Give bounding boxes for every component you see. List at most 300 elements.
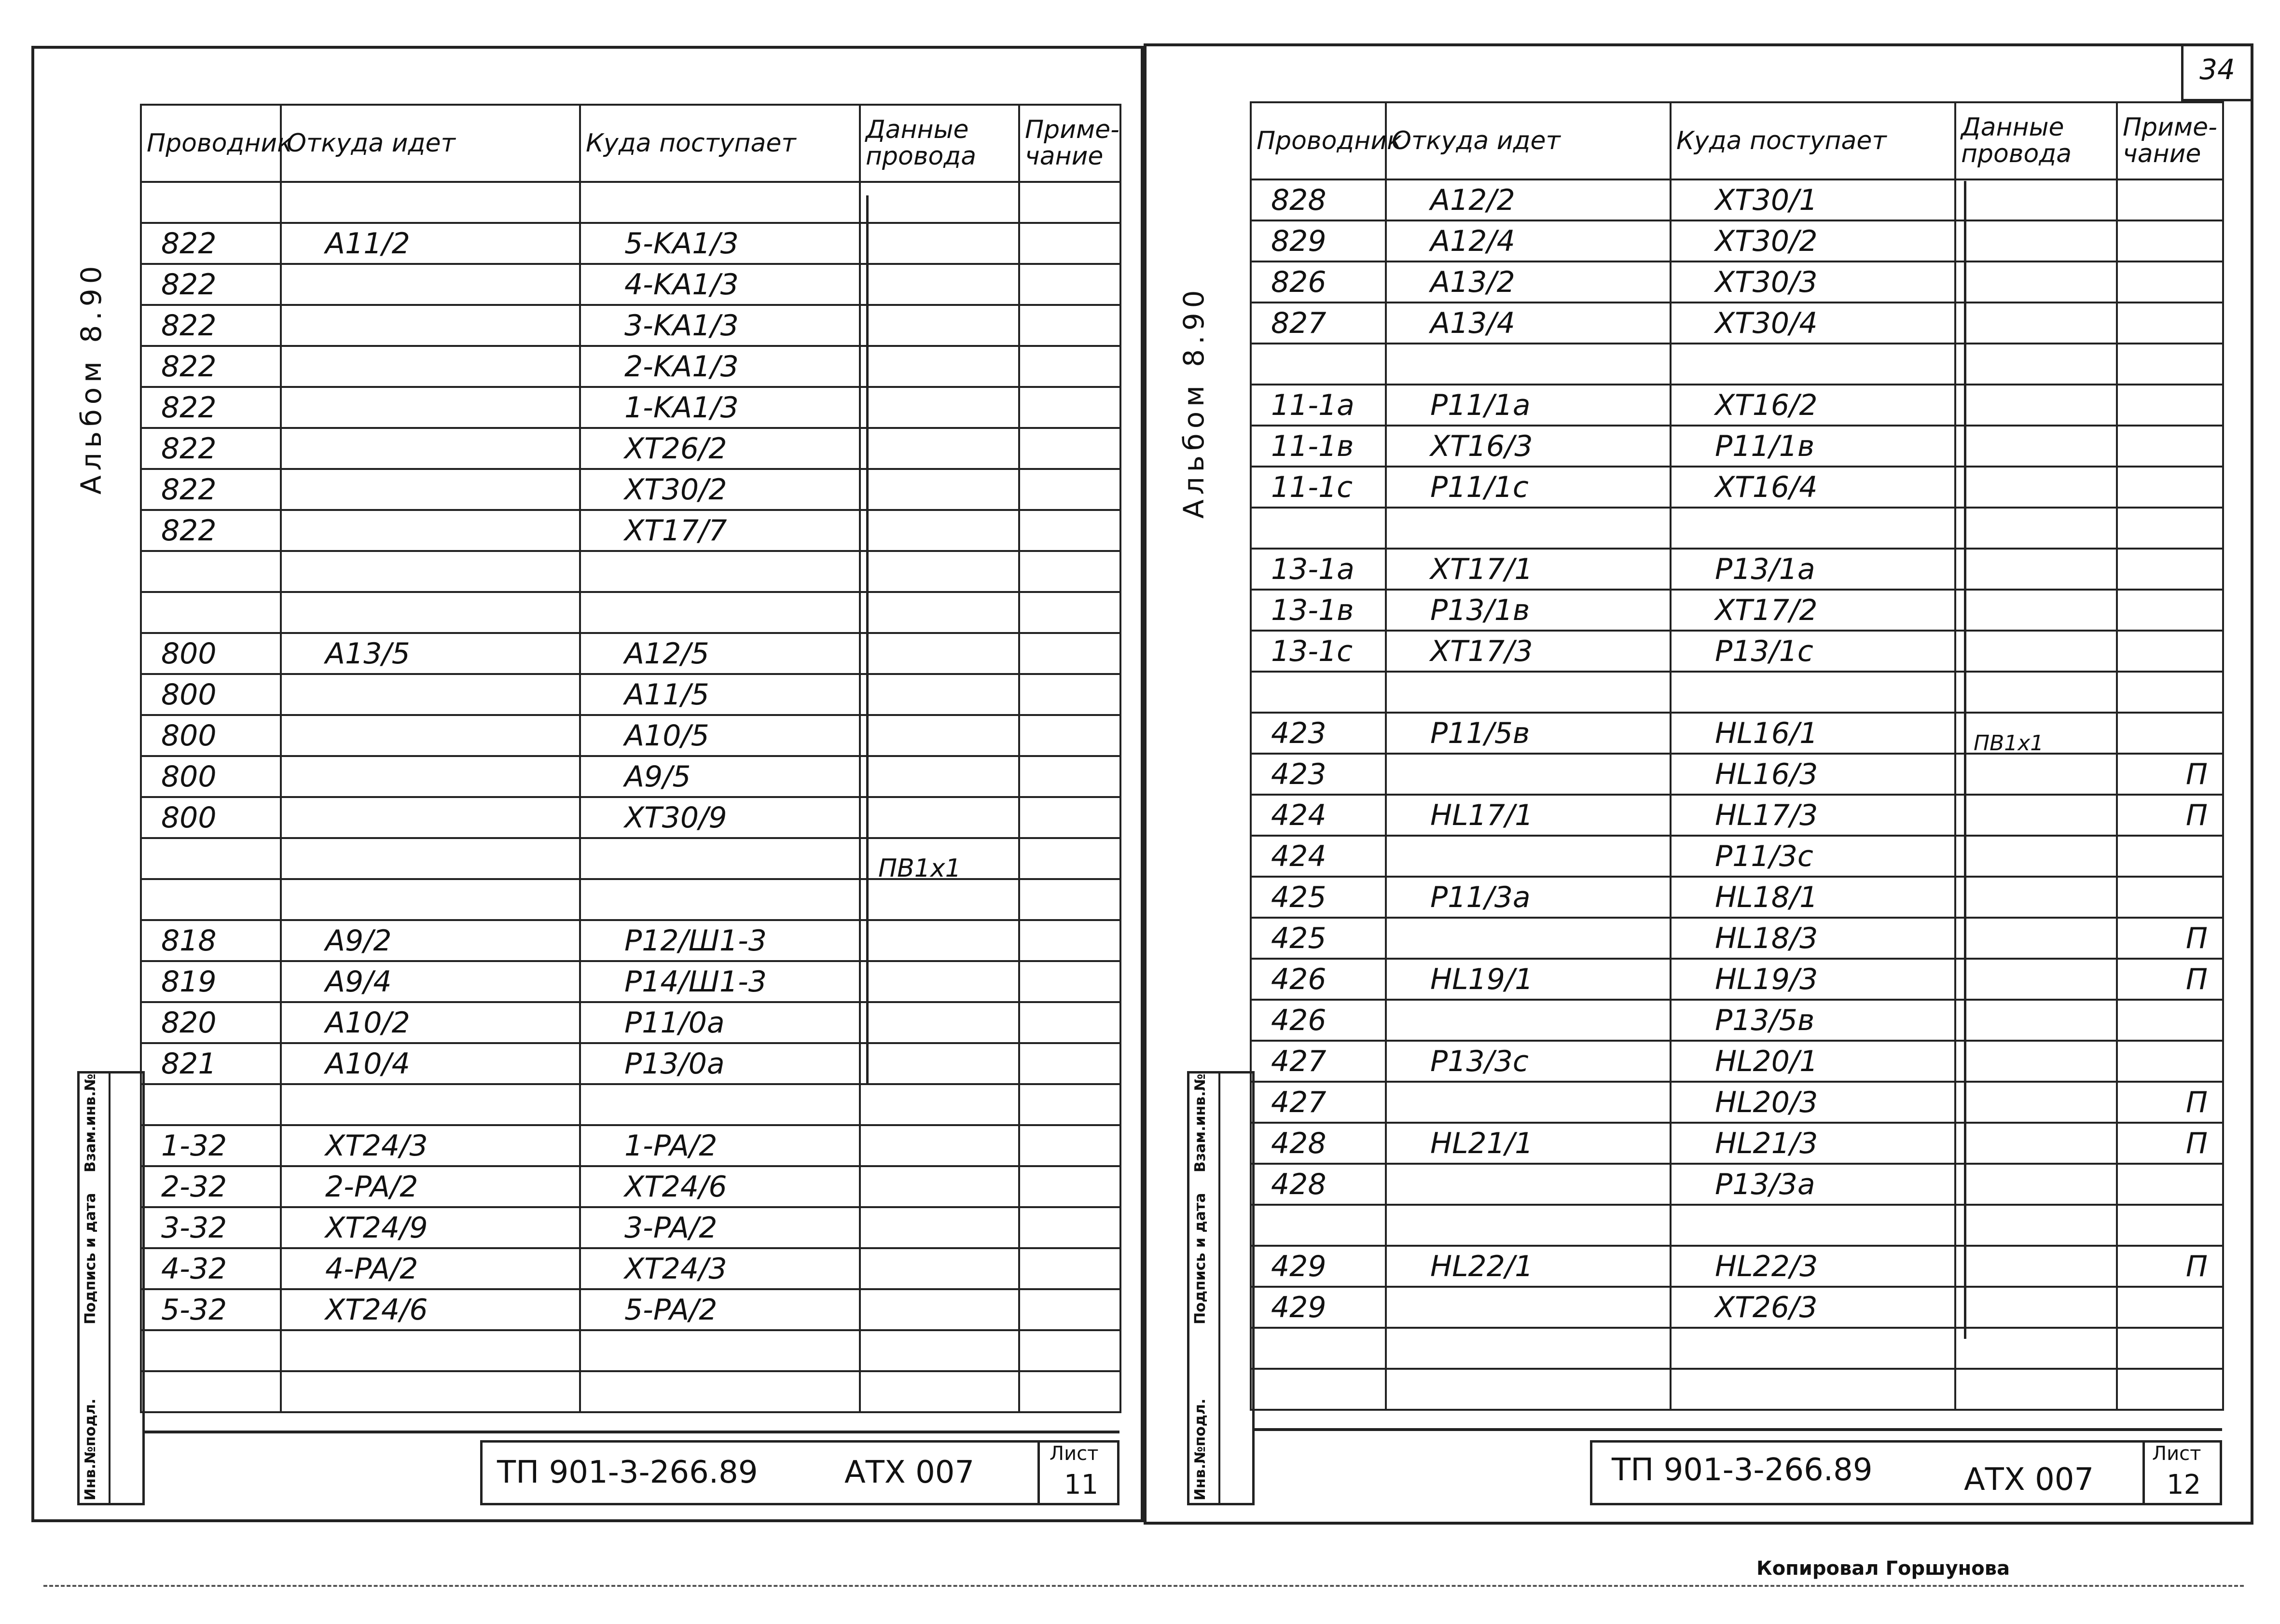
to-cell: A9/5: [580, 756, 860, 797]
conductor-cell: 822: [141, 223, 281, 264]
wire-data-cell: [1955, 426, 2117, 467]
to-cell: XT24/6: [580, 1166, 860, 1207]
table-row: [1251, 344, 2223, 385]
to-cell: A11/5: [580, 674, 860, 715]
from-cell: [281, 674, 580, 715]
to-cell: [580, 1371, 860, 1412]
conductor-cell: 800: [141, 756, 281, 797]
from-cell: [281, 715, 580, 756]
to-cell: XT24/3: [580, 1248, 860, 1289]
conductor-cell: 425: [1251, 918, 1386, 959]
from-cell: [281, 756, 580, 797]
table-row: [1251, 179, 2223, 220]
wire-data-cell: [860, 510, 1019, 551]
conductor-cell: 3-32: [141, 1207, 281, 1248]
to-cell: HL20/3: [1671, 1082, 1955, 1123]
footer-cut-line: [43, 1585, 2244, 1587]
wire-data-cell: [860, 961, 1019, 1002]
to-cell: P14/Ш1-3: [580, 961, 860, 1002]
conductor-cell: [141, 1084, 281, 1125]
conductor-cell: 11-1в: [1251, 426, 1386, 467]
from-cell: [281, 1371, 580, 1412]
conductor-cell: [141, 1330, 281, 1371]
right-header-row: [1251, 102, 2223, 179]
table-row: [1251, 220, 2223, 261]
note-cell: [1019, 469, 1120, 510]
right-wire-brace: [1964, 181, 1966, 1339]
wire-data-cell: [1955, 1041, 2117, 1082]
conductor-cell: 822: [141, 510, 281, 551]
from-cell: HL21/1: [1386, 1123, 1671, 1164]
wire-data-cell: [860, 264, 1019, 305]
table-row: [1251, 1000, 2223, 1041]
note-cell: [1019, 387, 1120, 428]
to-cell: P13/1a: [1671, 549, 1955, 590]
table-row: [141, 387, 1120, 428]
note-cell: [1019, 756, 1120, 797]
from-cell: [1386, 508, 1671, 549]
conductor-cell: [141, 182, 281, 223]
wire-data-cell: [860, 551, 1019, 592]
header-wire-data: Данные провода: [860, 105, 1019, 182]
note-cell: [2117, 836, 2223, 877]
table-row: [141, 223, 1120, 264]
wire-data-cell: [860, 592, 1019, 633]
table-row: [1251, 1369, 2223, 1410]
table-row: [141, 551, 1120, 592]
table-row: [1251, 1246, 2223, 1287]
to-cell: HL20/1: [1671, 1041, 1955, 1082]
wire-data-cell: [1955, 590, 2117, 631]
note-cell: [2117, 1000, 2223, 1041]
to-cell: 5-KA1/3: [580, 223, 860, 264]
to-cell: P13/5в: [1671, 1000, 1955, 1041]
from-cell: XT24/3: [281, 1125, 580, 1166]
wire-data-cell: [1955, 344, 2117, 385]
note-cell: [1019, 264, 1120, 305]
header-to: Куда поступает: [1671, 102, 1955, 179]
wire-data-cell: [1955, 303, 2117, 344]
from-cell: A13/2: [1386, 261, 1671, 303]
to-cell: HL21/3: [1671, 1123, 1955, 1164]
conductor-cell: 423: [1251, 754, 1386, 795]
to-cell: 3-KA1/3: [580, 305, 860, 346]
note-cell: П: [2117, 1246, 2223, 1287]
to-cell: P12/Ш1-3: [580, 920, 860, 961]
to-cell: XT30/3: [1671, 261, 1955, 303]
from-cell: A13/5: [281, 633, 580, 674]
note-cell: [2117, 467, 2223, 508]
note-cell: [1019, 223, 1120, 264]
wire-data-cell: [860, 797, 1019, 838]
right-stamp-replace: Взам.инв.№: [1192, 1073, 1209, 1172]
conductor-cell: 426: [1251, 1000, 1386, 1041]
wire-data-cell: [860, 1248, 1019, 1289]
right-stamp-inv: Инв.№подл.: [1192, 1398, 1209, 1500]
from-cell: XT16/3: [1386, 426, 1671, 467]
from-cell: [1386, 1082, 1671, 1123]
note-cell: [2117, 549, 2223, 590]
to-cell: HL22/3: [1671, 1246, 1955, 1287]
conductor-cell: 826: [1251, 261, 1386, 303]
wire-data-cell: [860, 182, 1019, 223]
left-stamp-sign: Подпись и дата: [82, 1193, 99, 1324]
table-row: [141, 633, 1120, 674]
wire-data-cell: [860, 346, 1019, 387]
note-cell: [1019, 1371, 1120, 1412]
to-cell: XT30/9: [580, 797, 860, 838]
conductor-cell: 822: [141, 469, 281, 510]
from-cell: [1386, 1000, 1671, 1041]
wire-data-cell: [860, 1330, 1019, 1371]
from-cell: P11/1a: [1386, 385, 1671, 426]
table-row: [141, 1207, 1120, 1248]
note-cell: [1019, 1084, 1120, 1125]
right-doc-code: ТП 901-3-266.89: [1612, 1452, 1873, 1488]
wire-data-cell: [1955, 795, 2117, 836]
conductor-cell: [141, 592, 281, 633]
from-cell: [281, 428, 580, 469]
note-cell: [1019, 1043, 1120, 1084]
to-cell: [1671, 672, 1955, 713]
wire-data-cell: [860, 1371, 1019, 1412]
table-row: [141, 1043, 1120, 1084]
note-cell: [1019, 1330, 1120, 1371]
wire-data-cell: [860, 469, 1019, 510]
note-cell: [1019, 1166, 1120, 1207]
note-cell: [2117, 508, 2223, 549]
from-cell: P13/1в: [1386, 590, 1671, 631]
to-cell: XT17/2: [1671, 590, 1955, 631]
from-cell: XT17/1: [1386, 549, 1671, 590]
table-row: [141, 346, 1120, 387]
wire-data-cell: [1955, 508, 2117, 549]
to-cell: XT30/1: [1671, 179, 1955, 220]
from-cell: [281, 346, 580, 387]
to-cell: [1671, 1205, 1955, 1246]
conductor-cell: 13-1a: [1251, 549, 1386, 590]
from-cell: [1386, 344, 1671, 385]
table-row: [1251, 426, 2223, 467]
table-row: [141, 510, 1120, 551]
from-cell: P11/5в: [1386, 713, 1671, 754]
table-row: [1251, 918, 2223, 959]
header-conductor: Проводник: [141, 105, 281, 182]
from-cell: A10/2: [281, 1002, 580, 1043]
from-cell: [1386, 1328, 1671, 1369]
table-row: [141, 715, 1120, 756]
from-cell: [1386, 1287, 1671, 1328]
right-side-title: Альбом 8.90: [1177, 285, 1210, 519]
note-cell: [2117, 1287, 2223, 1328]
to-cell: 4-KA1/3: [580, 264, 860, 305]
to-cell: A10/5: [580, 715, 860, 756]
from-cell: A9/2: [281, 920, 580, 961]
table-row: [141, 1289, 1120, 1330]
header-note: Приме-чание: [2117, 102, 2223, 179]
note-cell: [1019, 1248, 1120, 1289]
to-cell: [580, 838, 860, 879]
conductor-cell: [1251, 1328, 1386, 1369]
from-cell: [281, 1084, 580, 1125]
conductor-cell: 11-1c: [1251, 467, 1386, 508]
conductor-cell: 429: [1251, 1287, 1386, 1328]
note-cell: [2117, 1041, 2223, 1082]
conductor-cell: 822: [141, 264, 281, 305]
to-cell: [580, 551, 860, 592]
header-conductor: Проводник: [1251, 102, 1386, 179]
conductor-cell: 13-1c: [1251, 631, 1386, 672]
table-row: [1251, 590, 2223, 631]
table-row: [1251, 1328, 2223, 1369]
table-row: [1251, 467, 2223, 508]
from-cell: HL22/1: [1386, 1246, 1671, 1287]
conductor-cell: 800: [141, 797, 281, 838]
from-cell: [281, 305, 580, 346]
conductor-cell: 427: [1251, 1041, 1386, 1082]
wire-data-cell: [860, 1166, 1019, 1207]
conductor-cell: 424: [1251, 795, 1386, 836]
note-cell: [2117, 1205, 2223, 1246]
left-sheet-number: 11: [1064, 1469, 1099, 1500]
to-cell: HL16/1: [1671, 713, 1955, 754]
conductor-cell: 820: [141, 1002, 281, 1043]
to-cell: [1671, 508, 1955, 549]
header-from: Откуда идет: [281, 105, 580, 182]
note-cell: [1019, 879, 1120, 920]
note-cell: [1019, 510, 1120, 551]
conductor-cell: [141, 879, 281, 920]
wire-data-cell: [1955, 836, 2117, 877]
to-cell: P13/0a: [580, 1043, 860, 1084]
to-cell: XT30/4: [1671, 303, 1955, 344]
footer-copied: Копировал Горшунова: [1756, 1557, 2010, 1580]
wire-data-cell: [860, 1289, 1019, 1330]
to-cell: 2-KA1/3: [580, 346, 860, 387]
table-row: [1251, 1205, 2223, 1246]
note-cell: [2117, 631, 2223, 672]
from-cell: [281, 551, 580, 592]
to-cell: XT26/3: [1671, 1287, 1955, 1328]
from-cell: [1386, 836, 1671, 877]
conductor-cell: 428: [1251, 1123, 1386, 1164]
wire-data-cell: [1955, 385, 2117, 426]
conductor-cell: [141, 551, 281, 592]
conductor-cell: [1251, 672, 1386, 713]
table-row: [1251, 261, 2223, 303]
right-stamp-divider: [1218, 1071, 1220, 1505]
to-cell: [580, 1084, 860, 1125]
wire-data-cell: [860, 1125, 1019, 1166]
conductor-cell: 424: [1251, 836, 1386, 877]
conductor-cell: 4-32: [141, 1248, 281, 1289]
left-side-title: Альбом 8.90: [75, 261, 108, 495]
from-cell: [1386, 1369, 1671, 1410]
table-row: [141, 305, 1120, 346]
table-row: [141, 920, 1120, 961]
note-cell: [2117, 1164, 2223, 1205]
to-cell: 1-KA1/3: [580, 387, 860, 428]
conductor-cell: 427: [1251, 1082, 1386, 1123]
wire-data-cell: [860, 223, 1019, 264]
table-row: [1251, 1287, 2223, 1328]
from-cell: P13/3c: [1386, 1041, 1671, 1082]
wire-data-cell: [1955, 1205, 2117, 1246]
table-row: [1251, 713, 2223, 754]
note-cell: [1019, 674, 1120, 715]
conductor-cell: 821: [141, 1043, 281, 1084]
from-cell: [1386, 1164, 1671, 1205]
from-cell: [281, 879, 580, 920]
table-row: [141, 797, 1120, 838]
left-doc-id: АТХ 007: [844, 1455, 975, 1490]
note-cell: [2117, 672, 2223, 713]
note-cell: [1019, 715, 1120, 756]
from-cell: 4-PA/2: [281, 1248, 580, 1289]
wire-data-cell: [860, 633, 1019, 674]
from-cell: [281, 838, 580, 879]
conductor-cell: [1251, 344, 1386, 385]
conductor-cell: 822: [141, 387, 281, 428]
wire-data-cell: [860, 920, 1019, 961]
note-cell: [2117, 220, 2223, 261]
table-row: [141, 1084, 1120, 1125]
conductor-cell: 13-1в: [1251, 590, 1386, 631]
note-cell: [2117, 1369, 2223, 1410]
table-row: [1251, 959, 2223, 1000]
note-cell: [1019, 1207, 1120, 1248]
conductor-cell: 822: [141, 305, 281, 346]
from-cell: [281, 264, 580, 305]
to-cell: XT16/4: [1671, 467, 1955, 508]
note-cell: П: [2117, 795, 2223, 836]
note-cell: [1019, 633, 1120, 674]
to-cell: HL19/3: [1671, 959, 1955, 1000]
to-cell: P11/0a: [580, 1002, 860, 1043]
wire-data-cell: [1955, 1287, 2117, 1328]
wire-data-cell: [1955, 918, 2117, 959]
note-cell: [1019, 592, 1120, 633]
to-cell: A12/5: [580, 633, 860, 674]
note-cell: [1019, 920, 1120, 961]
conductor-cell: 800: [141, 633, 281, 674]
to-cell: P11/3c: [1671, 836, 1955, 877]
wire-data-cell: [860, 715, 1019, 756]
wire-data-cell: [1955, 1000, 2117, 1041]
note-cell: [1019, 1002, 1120, 1043]
wire-data-cell: [860, 1084, 1019, 1125]
note-cell: [1019, 797, 1120, 838]
table-row: [141, 264, 1120, 305]
from-cell: [281, 182, 580, 223]
conductor-cell: [1251, 1205, 1386, 1246]
note-cell: [1019, 1125, 1120, 1166]
table-row: [141, 756, 1120, 797]
table-row: [141, 1371, 1120, 1412]
to-cell: [1671, 344, 1955, 385]
conductor-cell: 828: [1251, 179, 1386, 220]
table-row: [141, 838, 1120, 879]
to-cell: XT30/2: [580, 469, 860, 510]
to-cell: HL17/3: [1671, 795, 1955, 836]
note-cell: [1019, 1289, 1120, 1330]
table-row: [141, 674, 1120, 715]
note-cell: П: [2117, 1123, 2223, 1164]
to-cell: HL18/3: [1671, 918, 1955, 959]
conductor-cell: 2-32: [141, 1166, 281, 1207]
from-cell: [281, 592, 580, 633]
from-cell: P11/1c: [1386, 467, 1671, 508]
left-brace-label: ПВ1х1: [878, 854, 961, 883]
header-wire-data: Данные провода: [1955, 102, 2117, 179]
note-cell: [2117, 713, 2223, 754]
table-row: [141, 1125, 1120, 1166]
table-row: [141, 1166, 1120, 1207]
conductor-cell: 425: [1251, 877, 1386, 918]
note-cell: [1019, 182, 1120, 223]
conductor-cell: 822: [141, 346, 281, 387]
conductor-cell: 829: [1251, 220, 1386, 261]
from-cell: A12/4: [1386, 220, 1671, 261]
conductor-cell: 1-32: [141, 1125, 281, 1166]
table-row: [1251, 549, 2223, 590]
header-from: Откуда идет: [1386, 102, 1671, 179]
left-wire-brace: [866, 195, 869, 1083]
table-row: [1251, 672, 2223, 713]
left-stamp-replace: Взам.инв.№: [82, 1073, 99, 1172]
to-cell: [580, 1330, 860, 1371]
table-row: [1251, 1123, 2223, 1164]
note-cell: [1019, 551, 1120, 592]
conductor-cell: [1251, 508, 1386, 549]
table-row: [141, 879, 1120, 920]
from-cell: HL17/1: [1386, 795, 1671, 836]
conductor-cell: [141, 838, 281, 879]
to-cell: XT17/7: [580, 510, 860, 551]
wire-data-cell: [860, 305, 1019, 346]
table-row: [1251, 385, 2223, 426]
note-cell: [2117, 1328, 2223, 1369]
conductor-cell: 819: [141, 961, 281, 1002]
table-row: [1251, 631, 2223, 672]
wire-data-cell: [1955, 261, 2117, 303]
left-wiring-table: [140, 104, 1121, 1413]
left-header-row: [141, 105, 1120, 182]
note-cell: П: [2117, 918, 2223, 959]
wire-data-cell: [860, 1002, 1019, 1043]
to-cell: [580, 592, 860, 633]
to-cell: 5-PA/2: [580, 1289, 860, 1330]
wire-data-cell: [860, 428, 1019, 469]
left-stamp-inv: Инв.№подл.: [82, 1398, 99, 1500]
from-cell: [1386, 918, 1671, 959]
left-doc-code: ТП 901-3-266.89: [497, 1455, 758, 1490]
wire-data-cell: [1955, 1164, 2117, 1205]
conductor-cell: 423: [1251, 713, 1386, 754]
from-cell: A13/4: [1386, 303, 1671, 344]
to-cell: [580, 182, 860, 223]
left-stamp-divider: [109, 1071, 111, 1505]
note-cell: [2117, 303, 2223, 344]
to-cell: P13/1c: [1671, 631, 1955, 672]
from-cell: A12/2: [1386, 179, 1671, 220]
from-cell: [281, 469, 580, 510]
from-cell: A11/2: [281, 223, 580, 264]
wire-data-cell: [1955, 959, 2117, 1000]
note-cell: П: [2117, 959, 2223, 1000]
note-cell: [1019, 838, 1120, 879]
note-cell: [1019, 305, 1120, 346]
